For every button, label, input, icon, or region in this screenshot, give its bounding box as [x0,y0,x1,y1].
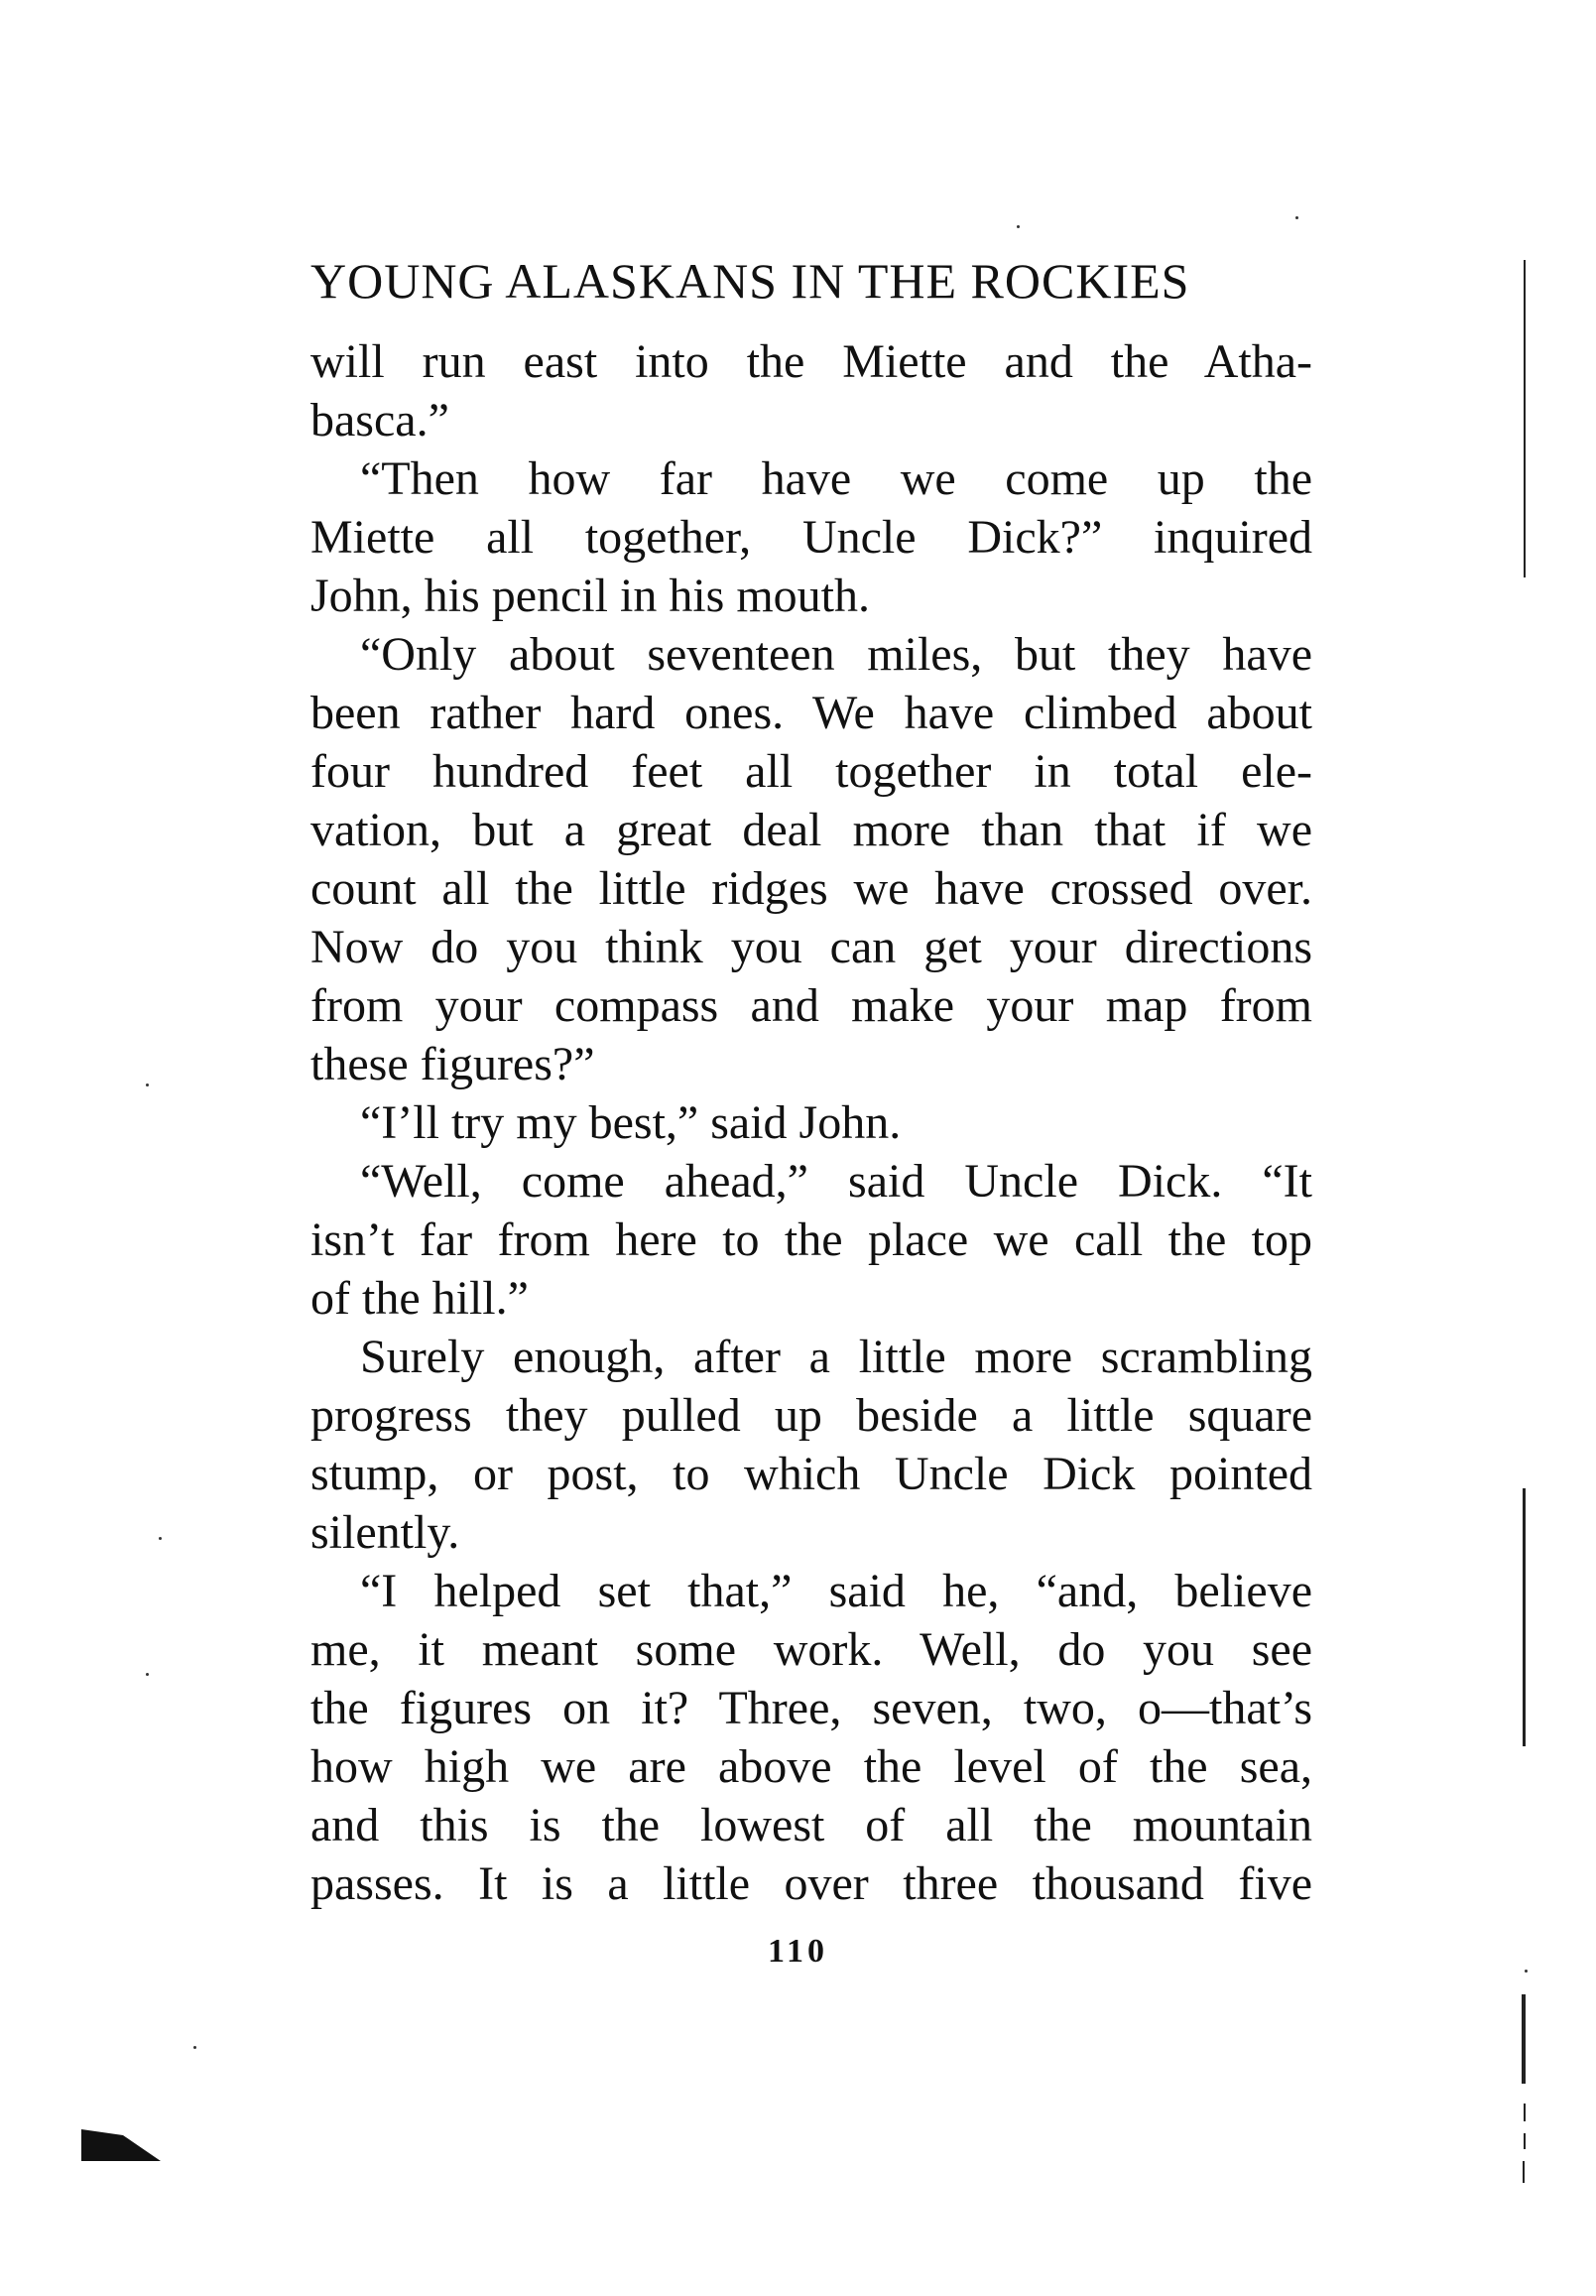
text-line: “Only about seventeen miles, but they have [360,628,1312,681]
text-line: “Then how far have we come up the [360,452,1312,505]
scan-speck [193,2046,196,2049]
text-line: silently. [310,1506,460,1559]
text-line: John, his pencil in his mouth. [310,570,870,622]
scan-speck [159,1537,162,1540]
text-line: of the hill.” [310,1272,529,1325]
text-line: Miette all together, Uncle Dick?” inquired [310,511,1312,564]
scan-mark [1524,2104,1526,2121]
text-line: how high we are above the level of the sea, [310,1740,1312,1793]
scan-speck [1017,225,1020,228]
text-line: will run east into the Miette and the Atha- [310,335,1312,388]
scan-speck [1525,1970,1528,1973]
running-head: YOUNG ALASKANS IN THE ROCKIES [310,253,1190,309]
text-line: and this is the lowest of all the mountain [310,1799,1312,1851]
text-line: been rather hard ones. We have climbed about [310,687,1312,739]
body-text [310,332,1312,1913]
text-line: me, it meant some work. Well, do you see [310,1623,1312,1676]
text-line: stump, or post, to which Uncle Dick pointed [310,1448,1312,1500]
text-line: Now do you think you can get your directions [310,921,1312,973]
scan-speck [1295,216,1298,219]
text-line: Surely enough, after a little more scrambling [360,1331,1312,1383]
scan-mark [1523,2161,1525,2183]
text-line: from your compass and make your map from [310,979,1312,1032]
text-line: isn’t far from here to the place we call the top [310,1213,1312,1266]
text-line: the figures on it? Three, seven, two, o—that’s [310,1682,1312,1734]
text-line: passes. It is a little over three thousand five [310,1857,1312,1910]
scan-mark [1523,1488,1526,1746]
text-line: “I helped set that,” said he, “and, believe [360,1565,1312,1617]
scan-mark [1524,2133,1526,2149]
text-line: these figures?” [310,1038,595,1090]
text-line: vation, but a great deal more than that if we [310,804,1312,856]
text-line: four hundred feet all together in total ele- [310,745,1312,798]
scan-speck [146,1084,149,1086]
scan-speck [146,1673,149,1676]
text-line: basca.” [310,394,449,446]
text-line: “Well, come ahead,” said Uncle Dick. “It [360,1155,1312,1208]
page-number: 110 [767,1933,829,1970]
scan-mark [1524,260,1526,577]
text-line: count all the little ridges we have crossed over. [310,862,1312,915]
scan-wedge [79,2123,163,2163]
text-line: progress they pulled up beside a little square [310,1389,1312,1442]
text-line: “I’ll try my best,” said John. [360,1096,902,1149]
scan-mark [1522,1994,1526,2084]
